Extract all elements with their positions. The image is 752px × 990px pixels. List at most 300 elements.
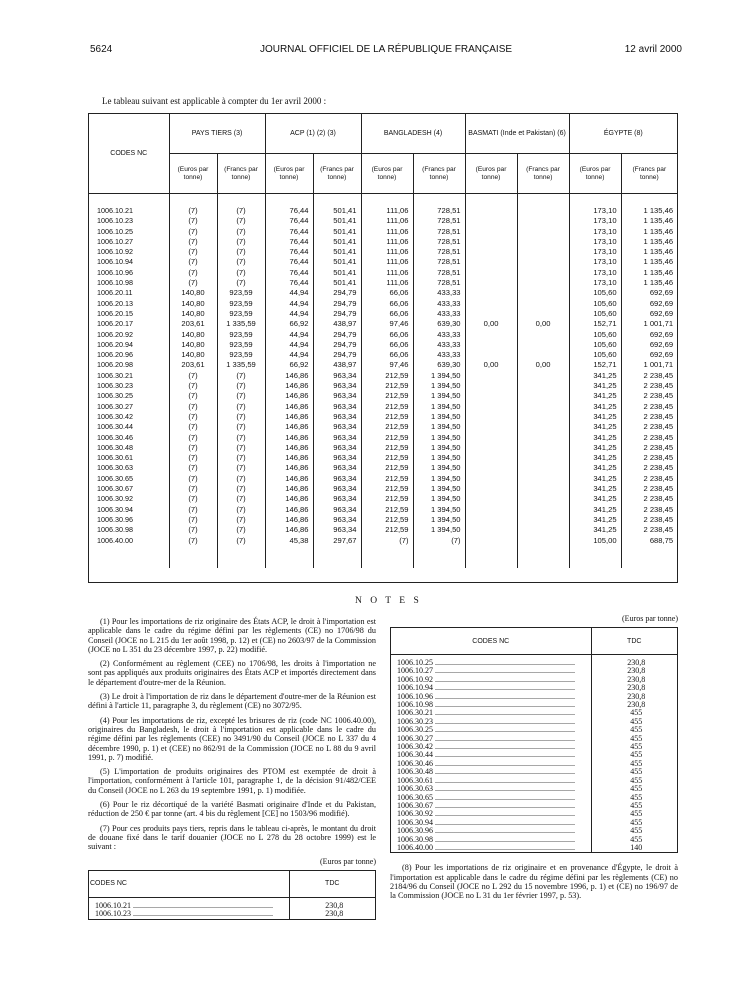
note-4: (4) Pour les importations de riz, excepté les brisures de riz (code NC 1006.40.00), originaires du Bangladesh, le droit à l'importation est applicable dans le cadre du régime défini par les règlements (CEE) no 3491/90 du Conseil (JOCE no L 337 du 4 décembre 1990, p. 1) et (CEE) no 862/91 de la Commission (JOCE no L 88 du 9 avril 1991, p. 7) modifié.	[88, 715, 376, 762]
value-cell: 212,59	[361, 422, 413, 432]
code-cell: 1006.30.48	[397, 768, 433, 777]
value-cell: 1 394,50	[413, 474, 465, 484]
value-cell: 146,86	[265, 484, 313, 494]
value-cell: (7)	[217, 525, 265, 535]
value-cell: 294,79	[313, 340, 361, 350]
tdc-cell: 455	[591, 735, 677, 743]
unit-euros-header: (Euros par tonne)	[569, 154, 621, 194]
value-cell: 692,69	[649, 288, 674, 298]
value-cell	[517, 453, 569, 463]
value-cell: 1 394,50	[413, 402, 465, 412]
value-cell: 66,06	[361, 288, 413, 298]
value-cell: 212,59	[361, 515, 413, 525]
value-cell: (7)	[169, 453, 217, 463]
value-cell: 341,25	[569, 505, 621, 515]
value-cell: 1 135,46	[643, 216, 674, 226]
value-cell: 923,59	[217, 330, 265, 340]
leader-dots: ......................................................................	[433, 692, 575, 701]
value-cell: 1 135,46	[643, 267, 674, 277]
value-cell: 341,25	[569, 433, 621, 443]
value-cell: (7)	[217, 474, 265, 484]
leader-dots: ......................................................................	[433, 684, 575, 693]
value-cell: (7)	[169, 216, 217, 226]
value-cell: 66,92	[265, 319, 313, 329]
leader-dots: ......................................................................	[433, 793, 575, 802]
table-row	[391, 777, 677, 785]
value-cell: (7)	[217, 237, 265, 247]
tdc-cell: 230,8	[289, 902, 375, 910]
value-cell	[517, 299, 569, 309]
value-cell: 111,06	[361, 206, 413, 216]
table-row	[391, 810, 677, 818]
value-cell: 501,41	[313, 227, 361, 237]
code-cell: 1006.10.92	[89, 247, 169, 257]
value-cell: 111,06	[361, 257, 413, 267]
value-cell: 105,60	[569, 299, 621, 309]
unit-francs-header: (Francs par tonne)	[621, 154, 677, 194]
table-row	[89, 536, 677, 546]
group-header-pays-tiers: PAYS TIERS (3)	[169, 114, 265, 154]
intro-text: Le tableau suivant est applicable à compter du 1er avril 2000 :	[102, 96, 327, 106]
value-cell: 97,46	[361, 319, 413, 329]
group-header-acp: ACP (1) (2) (3)	[265, 114, 361, 154]
value-cell: 1 135,46	[643, 226, 674, 236]
value-cell: 152,71	[569, 360, 621, 370]
value-cell: 212,59	[361, 505, 413, 515]
value-cell	[465, 288, 517, 298]
value-cell: 44,94	[265, 299, 313, 309]
value-cell: 923,59	[217, 340, 265, 350]
tdc-cell: 455	[591, 827, 677, 835]
value-cell: 501,41	[313, 268, 361, 278]
code-cell: 1006.30.46	[89, 433, 169, 443]
value-cell: 341,25	[569, 412, 621, 422]
tdc-cell: 230,8	[591, 684, 677, 692]
value-cell	[517, 340, 569, 350]
value-cell: 146,86	[265, 463, 313, 473]
value-cell: 2 238,45	[643, 525, 674, 535]
code-cell: 1006.30.42	[397, 743, 433, 752]
table-row	[391, 802, 677, 810]
tdc-cell: 230,8	[591, 667, 677, 675]
value-cell: 1 394,50	[413, 412, 465, 422]
tdc-cell: 140	[591, 844, 677, 852]
table-row	[391, 676, 677, 684]
table-row	[89, 299, 677, 309]
value-cell: 76,44	[265, 268, 313, 278]
value-cell: (7)	[169, 463, 217, 473]
table-row	[89, 391, 677, 401]
right-subtable	[390, 627, 678, 853]
code-cell: 1006.30.65	[397, 793, 433, 802]
table-row	[89, 381, 677, 391]
tdc-cell: 455	[591, 768, 677, 776]
value-cell: (7)	[217, 402, 265, 412]
code-cell: 1006.20.13	[89, 299, 169, 309]
value-cell	[517, 505, 569, 515]
table-row	[89, 278, 677, 288]
code-cell: 1006.30.96	[397, 827, 433, 836]
code-cell: 1006.30.44	[397, 751, 433, 760]
table-row	[391, 684, 677, 692]
value-cell: (7)	[169, 474, 217, 484]
value-cell	[465, 340, 517, 350]
table-row	[391, 785, 677, 793]
value-cell: 2 238,45	[643, 422, 674, 432]
value-cell: 146,86	[265, 371, 313, 381]
leader-dots: ......................................................................	[433, 726, 575, 735]
value-cell: 341,25	[569, 402, 621, 412]
code-cell: 1006.30.63	[397, 785, 433, 794]
value-cell	[517, 381, 569, 391]
table-row	[89, 433, 677, 443]
value-cell: 433,33	[413, 350, 465, 360]
value-cell: 639,30	[413, 319, 465, 329]
value-cell: 692,69	[649, 329, 674, 339]
value-cell	[517, 433, 569, 443]
code-cell: 1006.10.21	[89, 206, 169, 216]
table-row	[89, 525, 677, 535]
table-row	[391, 768, 677, 776]
group-header-basmati: BASMATI (Inde et Pakistan) (6)	[465, 114, 569, 154]
value-cell: 212,59	[361, 381, 413, 391]
unit-francs-header: (Francs par tonne)	[217, 154, 265, 194]
leader-dots: ......................................................................	[433, 717, 575, 726]
value-cell: (7)	[169, 268, 217, 278]
value-cell: 173,10	[569, 206, 621, 216]
value-cell: 433,33	[413, 299, 465, 309]
value-cell: 923,59	[217, 299, 265, 309]
value-cell: 173,10	[569, 227, 621, 237]
value-cell: 105,60	[569, 309, 621, 319]
code-cell: 1006.30.94	[89, 505, 169, 515]
leader-dots: ......................................................................	[433, 751, 575, 760]
code-cell: 1006.30.61	[89, 453, 169, 463]
value-cell: 105,60	[569, 288, 621, 298]
value-cell: 728,51	[413, 247, 465, 257]
value-cell: 728,51	[413, 206, 465, 216]
value-cell: 963,34	[313, 505, 361, 515]
value-cell: 76,44	[265, 227, 313, 237]
value-cell: 212,59	[361, 443, 413, 453]
value-cell	[465, 525, 517, 535]
code-cell: 1006.30.25	[89, 391, 169, 401]
issue-date: 12 avril 2000	[624, 44, 682, 55]
value-cell: (7)	[217, 257, 265, 267]
value-cell: 212,59	[361, 391, 413, 401]
value-cell: 438,97	[313, 319, 361, 329]
value-cell: 1 135,46	[643, 206, 674, 215]
value-cell: 140,80	[169, 330, 217, 340]
value-cell: 212,59	[361, 494, 413, 504]
code-cell: 1006.10.21	[95, 901, 131, 910]
value-cell: 76,44	[265, 257, 313, 267]
value-cell: 341,25	[569, 494, 621, 504]
table-row	[391, 760, 677, 768]
table-row	[391, 659, 677, 667]
value-cell: 105,60	[569, 350, 621, 360]
value-cell: 2 238,45	[643, 401, 674, 411]
value-cell	[517, 536, 569, 546]
value-cell: 2 238,45	[643, 442, 674, 452]
value-cell: (7)	[217, 453, 265, 463]
value-cell	[465, 474, 517, 484]
value-cell: (7)	[169, 391, 217, 401]
value-cell	[465, 216, 517, 226]
value-cell: 111,06	[361, 227, 413, 237]
value-cell: 2 238,45	[643, 370, 674, 380]
value-cell: 1 001,71	[643, 319, 674, 329]
value-cell: 146,86	[265, 443, 313, 453]
value-cell: 341,25	[569, 474, 621, 484]
value-cell: 923,59	[217, 309, 265, 319]
table-row	[89, 910, 375, 918]
tdc-cell: 455	[591, 785, 677, 793]
value-cell: (7)	[217, 391, 265, 401]
code-cell: 1006.20.96	[89, 350, 169, 360]
code-cell: 1006.10.27	[89, 237, 169, 247]
value-cell: 728,51	[413, 227, 465, 237]
table-row	[89, 360, 677, 370]
tdc-cell: 455	[591, 718, 677, 726]
table-row	[89, 350, 677, 360]
notes-left-column	[88, 617, 376, 920]
code-cell: 1006.30.67	[397, 801, 433, 810]
value-cell: 146,86	[265, 453, 313, 463]
value-cell: (7)	[169, 402, 217, 412]
notes-title: N O T E S	[355, 596, 422, 606]
value-cell: 140,80	[169, 350, 217, 360]
value-cell: 963,34	[313, 433, 361, 443]
value-cell	[517, 474, 569, 484]
value-cell: (7)	[217, 484, 265, 494]
table-row	[89, 319, 677, 329]
codes-nc-header: CODES NC	[89, 114, 169, 194]
note-6: (6) Pour le riz décortiqué de la variété Basmati originaire d'Inde et du Pakistan, réduction de 250 € par tonne (art. 4 bis du règlement [CE] no 1503/96 modifié).	[88, 800, 376, 819]
value-cell: (7)	[169, 494, 217, 504]
unit-francs-header: (Francs par tonne)	[517, 154, 569, 194]
tdc-cell: 455	[591, 751, 677, 759]
code-cell: 1006.30.23	[89, 381, 169, 391]
leader-dots: ......................................................................	[433, 818, 575, 827]
code-cell: 1006.30.42	[89, 412, 169, 422]
code-cell: 1006.10.27	[397, 667, 433, 676]
value-cell	[465, 278, 517, 288]
value-cell: (7)	[169, 484, 217, 494]
value-cell: 44,94	[265, 350, 313, 360]
value-cell	[465, 433, 517, 443]
right-subtable-unit: (Euros par tonne)	[622, 614, 678, 623]
value-cell: 501,41	[313, 278, 361, 288]
value-cell	[465, 443, 517, 453]
value-cell: 76,44	[265, 247, 313, 257]
value-cell	[517, 247, 569, 257]
value-cell: 212,59	[361, 484, 413, 494]
tdc-cell: 455	[591, 760, 677, 768]
value-cell: (7)	[169, 422, 217, 432]
value-cell: 433,33	[413, 330, 465, 340]
code-cell: 1006.30.92	[89, 494, 169, 504]
code-cell: 1006.30.27	[89, 402, 169, 412]
value-cell: (7)	[217, 433, 265, 443]
value-cell	[517, 515, 569, 525]
code-cell: 1006.30.46	[397, 759, 433, 768]
code-cell: 1006.30.63	[89, 463, 169, 473]
value-cell: 728,51	[413, 268, 465, 278]
table-row	[89, 463, 677, 473]
value-cell	[517, 330, 569, 340]
value-cell: 105,00	[569, 536, 621, 546]
code-cell: 1006.30.44	[89, 422, 169, 432]
value-cell: 1 394,50	[413, 484, 465, 494]
value-cell: 963,34	[313, 443, 361, 453]
value-cell: 44,94	[265, 330, 313, 340]
note-5: (5) L'importation de produits originaires des PTOM est exemptée de droit à l'importation, conformément à l'article 101, paragraphe 1, de la décision 91/482/CEE du Conseil (JOCE no L 263 du 19 septembre 1991, p. 1) modifiée.	[88, 767, 376, 795]
value-cell: 1 394,50	[413, 515, 465, 525]
value-cell: 105,60	[569, 330, 621, 340]
value-cell: 501,41	[313, 237, 361, 247]
table-row	[391, 743, 677, 751]
value-cell: 1 394,50	[413, 381, 465, 391]
value-cell	[465, 494, 517, 504]
value-cell	[465, 227, 517, 237]
value-cell: 44,94	[265, 288, 313, 298]
value-cell: 66,06	[361, 340, 413, 350]
table-row	[89, 412, 677, 422]
value-cell: 0,00	[465, 360, 517, 370]
code-cell: 1006.10.98	[397, 701, 433, 710]
tdc-cell: 455	[591, 810, 677, 818]
value-cell	[465, 402, 517, 412]
leader-dots: ......................................................................	[433, 801, 575, 810]
value-cell: 1 394,50	[413, 525, 465, 535]
value-cell	[517, 309, 569, 319]
value-cell: 2 238,45	[643, 504, 674, 514]
value-cell	[517, 268, 569, 278]
table-row	[391, 701, 677, 709]
value-cell: 433,33	[413, 288, 465, 298]
table-row	[89, 216, 677, 226]
tdc-cell: 455	[591, 743, 677, 751]
table-row	[89, 247, 677, 257]
tdc-cell: 230,8	[591, 676, 677, 684]
value-cell: 1 394,50	[413, 453, 465, 463]
note-7: (7) Pour ces produits pays tiers, repris dans le tableau ci-après, le montant du droit de douane fixé dans le tarif douanier (JOCE no L 278 du 28 octobre 1999) est le suivant :	[88, 823, 376, 852]
table-row	[89, 371, 677, 381]
value-cell: 692,69	[649, 339, 674, 349]
leader-dots: ......................................................................	[433, 709, 575, 718]
leader-dots: ......................................................................	[131, 901, 273, 910]
table-row	[391, 819, 677, 827]
table-row	[89, 422, 677, 432]
tdc-cell: 455	[591, 794, 677, 802]
value-cell: 433,33	[413, 340, 465, 350]
value-cell: 146,86	[265, 412, 313, 422]
left-subtable-codes-header: CODES NC	[89, 871, 289, 898]
leader-dots: ......................................................................	[433, 675, 575, 684]
value-cell: 44,94	[265, 340, 313, 350]
value-cell: 1 394,50	[413, 505, 465, 515]
value-cell: 203,61	[169, 360, 217, 370]
value-cell: (7)	[217, 536, 265, 546]
note-8: (8) Pour les importations de riz originaire et en provenance d'Égypte, le droit à l'importation est applicable dans le cadre du régime défini par les règlements (CE) no 2184/96 du Conseil (JOCE no L 292 du 15 novembre 1996, p. 1) et (CE) no 196/97 de la Commission (JOCE no L 31 du 1er février 1997, p. 53).	[390, 863, 678, 901]
right-subtable-codes-header: CODES NC	[391, 628, 591, 655]
value-cell: (7)	[217, 505, 265, 515]
code-cell: 1006.10.94	[89, 257, 169, 267]
code-cell: 1006.30.94	[397, 818, 433, 827]
value-cell: (7)	[361, 536, 413, 546]
value-cell: 963,34	[313, 494, 361, 504]
main-table-frame	[88, 113, 678, 583]
value-cell: 963,34	[313, 371, 361, 381]
value-cell: 923,59	[217, 350, 265, 360]
leader-dots: ......................................................................	[433, 835, 575, 844]
value-cell: 212,59	[361, 433, 413, 443]
table-row	[391, 751, 677, 759]
table-row	[89, 902, 375, 910]
value-cell: 1 335,59	[217, 360, 265, 370]
value-cell: 111,06	[361, 216, 413, 226]
leader-dots: ......................................................................	[433, 827, 575, 836]
value-cell: 728,51	[413, 216, 465, 226]
value-cell	[465, 422, 517, 432]
code-cell: 1006.30.96	[89, 515, 169, 525]
leader-dots: ......................................................................	[433, 759, 575, 768]
value-cell: 1 135,46	[643, 257, 674, 267]
value-cell: 2 238,45	[643, 494, 674, 504]
tdc-cell: 230,8	[591, 693, 677, 701]
value-cell: 341,25	[569, 484, 621, 494]
value-cell	[517, 484, 569, 494]
value-cell	[517, 288, 569, 298]
code-cell: 1006.30.65	[89, 474, 169, 484]
value-cell: 111,06	[361, 237, 413, 247]
value-cell: 728,51	[413, 237, 465, 247]
value-cell	[465, 484, 517, 494]
value-cell: (7)	[217, 206, 265, 216]
value-cell: 140,80	[169, 340, 217, 350]
value-cell: 2 238,45	[643, 484, 674, 494]
value-cell: (7)	[169, 257, 217, 267]
value-cell: (7)	[169, 525, 217, 535]
value-cell: 173,10	[569, 237, 621, 247]
value-cell: 1 394,50	[413, 463, 465, 473]
value-cell: 433,33	[413, 309, 465, 319]
value-cell	[517, 494, 569, 504]
code-cell: 1006.10.25	[89, 227, 169, 237]
code-cell: 1006.10.96	[397, 692, 433, 701]
leader-dots: ......................................................................	[433, 734, 575, 743]
value-cell: 1 394,50	[413, 494, 465, 504]
value-cell	[517, 443, 569, 453]
left-subtable-tdc-header: TDC	[289, 871, 375, 898]
value-cell: 501,41	[313, 247, 361, 257]
value-cell: 146,86	[265, 422, 313, 432]
value-cell: 1 135,46	[643, 247, 674, 257]
code-cell: 1006.20.92	[89, 330, 169, 340]
table-row	[89, 227, 677, 237]
value-cell: 44,94	[265, 309, 313, 319]
value-cell	[517, 402, 569, 412]
value-cell: 2 238,45	[643, 514, 674, 524]
value-cell: 294,79	[313, 330, 361, 340]
value-cell: 963,34	[313, 422, 361, 432]
value-cell: 140,80	[169, 288, 217, 298]
table-row	[89, 505, 677, 515]
value-cell: 45,38	[265, 536, 313, 546]
value-cell: 341,25	[569, 391, 621, 401]
value-cell: (7)	[217, 227, 265, 237]
